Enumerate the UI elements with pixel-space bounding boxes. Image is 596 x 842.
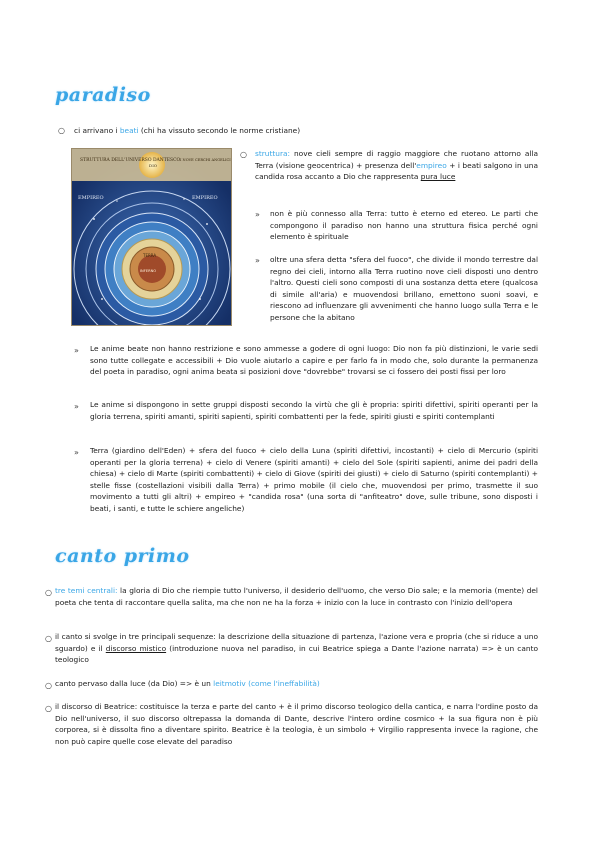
sub-point-2: oltre una sfera detta "sfera del fuoco", che divide il mondo terrestre dal regno dei cieli, intorno alla Terra ruotino nove cieli disposti uno dentro l'altro. Questi cieli sono composti di una sostanza detta etere (qualcosa di simile all'aria) e muovendosi brillano, emettono suoni soavi, e riescono ad influenzare gli avvenimenti che hanno luogo sulla Terra e le persone che la abitano [270, 255, 538, 322]
svg-text:TERRA: TERRA [143, 253, 157, 258]
intro-highlight: beati [119, 126, 139, 135]
temi-centrali-label: tre temi centrali: [55, 586, 118, 595]
svg-text:DIO: DIO [149, 163, 158, 168]
intro-line [74, 125, 514, 137]
bullet-anime-beate: Le anime beate non hanno restrizione e sono ammesse a godere di ogni luogo: Dio non fa più distinzioni, le varie sedi sono tutte collegate e accessibili + Dio vuole aiutarlo a capire e per farlo fa in modo che, solo durante la permanenza del poeta in paradiso, ogni anima beata si posizioni dove "dovrebbe" trovarsi se ci fossero dei posti fissi per loro [90, 344, 538, 377]
temi-centrali-text: la gloria di Dio che riempie tutto l'universo, il desiderio dell'uomo, che verso Dio sale; e la memoria (mente) del poeta che tenta di raccontare quella salita, ma che non ne ha la forza + inizio con la luce in contrasto con l'inizio dell'opera [55, 586, 538, 607]
chevron-bullet-icon: » [255, 210, 260, 219]
pura-luce-term: pura luce [420, 172, 456, 182]
circle-bullet-icon: ○ [45, 588, 52, 597]
svg-text:I NOVE CERCHI ANGELICI: I NOVE CERCHI ANGELICI [180, 158, 231, 162]
discorso-mistico-term: discorso mistico [105, 643, 167, 653]
intro-prefix: ci arrivano i [74, 126, 120, 135]
svg-text:EMPIREO: EMPIREO [78, 195, 104, 201]
sub-point-1: non è più connesso alla Terra: tutto è eterno ed etereo. Le parti che compongono il paradiso non hanno una struttura fisica perché ogni elemento è spirituale [270, 209, 538, 242]
svg-text:INFERNO: INFERNO [140, 269, 157, 273]
leitmotiv-term: leitmotiv (come l'ineffabilità) [213, 679, 320, 688]
struttura-paragraph [255, 148, 538, 183]
canto-sequenze [55, 631, 538, 666]
struttura-text-2: + i beati salgono in una candida rosa accanto a Dio che rappresenta [255, 160, 539, 182]
chevron-bullet-icon: » [255, 256, 260, 265]
empireo-term: empireo [416, 160, 447, 170]
bullet-cieli-elenco: Terra (giardino dell'Eden) + sfera del fuoco + cielo della Luna (spiriti difettivi, incostanti) + cielo di Mercurio (spiriti operanti per la gloria terrena) + cielo di Venere (spiriti amanti) + cielo del Sole (spiriti sapienti, anime dei padri della chiesa) + cielo di Marte (spiriti combattenti) + cielo di Giove (spiriti dei giusti) + cielo di Saturno (spiriti contemplanti) + stelle fisse (costellazioni visibili dalla Terra) + primo mobile (il cielo che, muovendosi per primo, trasmette il suo movimento a tutti gli altri) + empireo + "candida rosa" (una sorta di "anfiteatro" dove, sulle tribune, sono disposti i beati, i santi, e tutte le schiere angeliche) [90, 446, 538, 513]
struttura-label: struttura: [255, 149, 291, 158]
section-heading-paradiso: paradiso [55, 84, 151, 106]
chevron-bullet-icon: » [74, 346, 79, 355]
svg-text:EMPIREO: EMPIREO [192, 195, 218, 201]
circle-bullet-icon: ○ [45, 634, 52, 643]
chevron-bullet-icon: » [74, 402, 79, 411]
canto-temi-centrali [55, 585, 538, 608]
bullet-sette-gruppi: Le anime si dispongono in sette gruppi disposti secondo la virtù che gli è propria: spiriti difettivi, spiriti operanti per la gloria terrena, spiriti amanti, spiriti sapienti, spiriti combattenti per la fede, spiriti giusti e spiriti contemplanti [90, 400, 538, 421]
section-heading-canto-primo: canto primo [55, 545, 190, 567]
luce-text: canto pervaso dalla luce (da Dio) => è un [55, 679, 214, 688]
intro-suffix: (chi ha vissuto secondo le norme cristiane) [138, 126, 301, 135]
circle-bullet-icon: ○ [45, 704, 52, 713]
sequenze-text-1: il canto si svolge in tre principali sequenze: la descrizione della situazione di partenza, l'azione vera e propria (che si riduce a uno sguardo) e il [55, 632, 538, 653]
universe-structure-image [71, 148, 232, 326]
sequenze-text-2: (introduzione nuova nel paradiso, in cui Beatrice spiega a Dante l'azione narrata) => è un canto teologico [55, 643, 538, 665]
svg-text:STRUTTURA DELL'UNIVERSO DANTES: STRUTTURA DELL'UNIVERSO DANTESCO [80, 158, 181, 163]
circle-bullet-icon: ○ [45, 681, 52, 690]
chevron-bullet-icon: » [74, 448, 79, 457]
circle-bullet-icon: ○ [240, 150, 247, 159]
canto-discorso-beatrice: il discorso di Beatrice: costituisce la terza e parte del canto + è il primo discorso teologico della cantica, e narra l'ordine posto da Dio nell'universo, il suo discorso oltrepassa la domanda di Dante, descrive l'intero ordine cosmico + la sua figura non è più corporea, si è dissolta fino a diventare spirito. Beatrice è la teologia, è un simbolo + Virgilio rappresenta invece la ragione, che non può capire quelle cose elevate del paradiso [55, 702, 538, 746]
canto-luce [55, 678, 538, 690]
circle-bullet-icon: ○ [58, 126, 65, 135]
struttura-text-1: nove cieli sempre di raggio maggiore che ruotano attorno alla Terra (visione geocentrica) + presenza dell' [255, 149, 538, 170]
